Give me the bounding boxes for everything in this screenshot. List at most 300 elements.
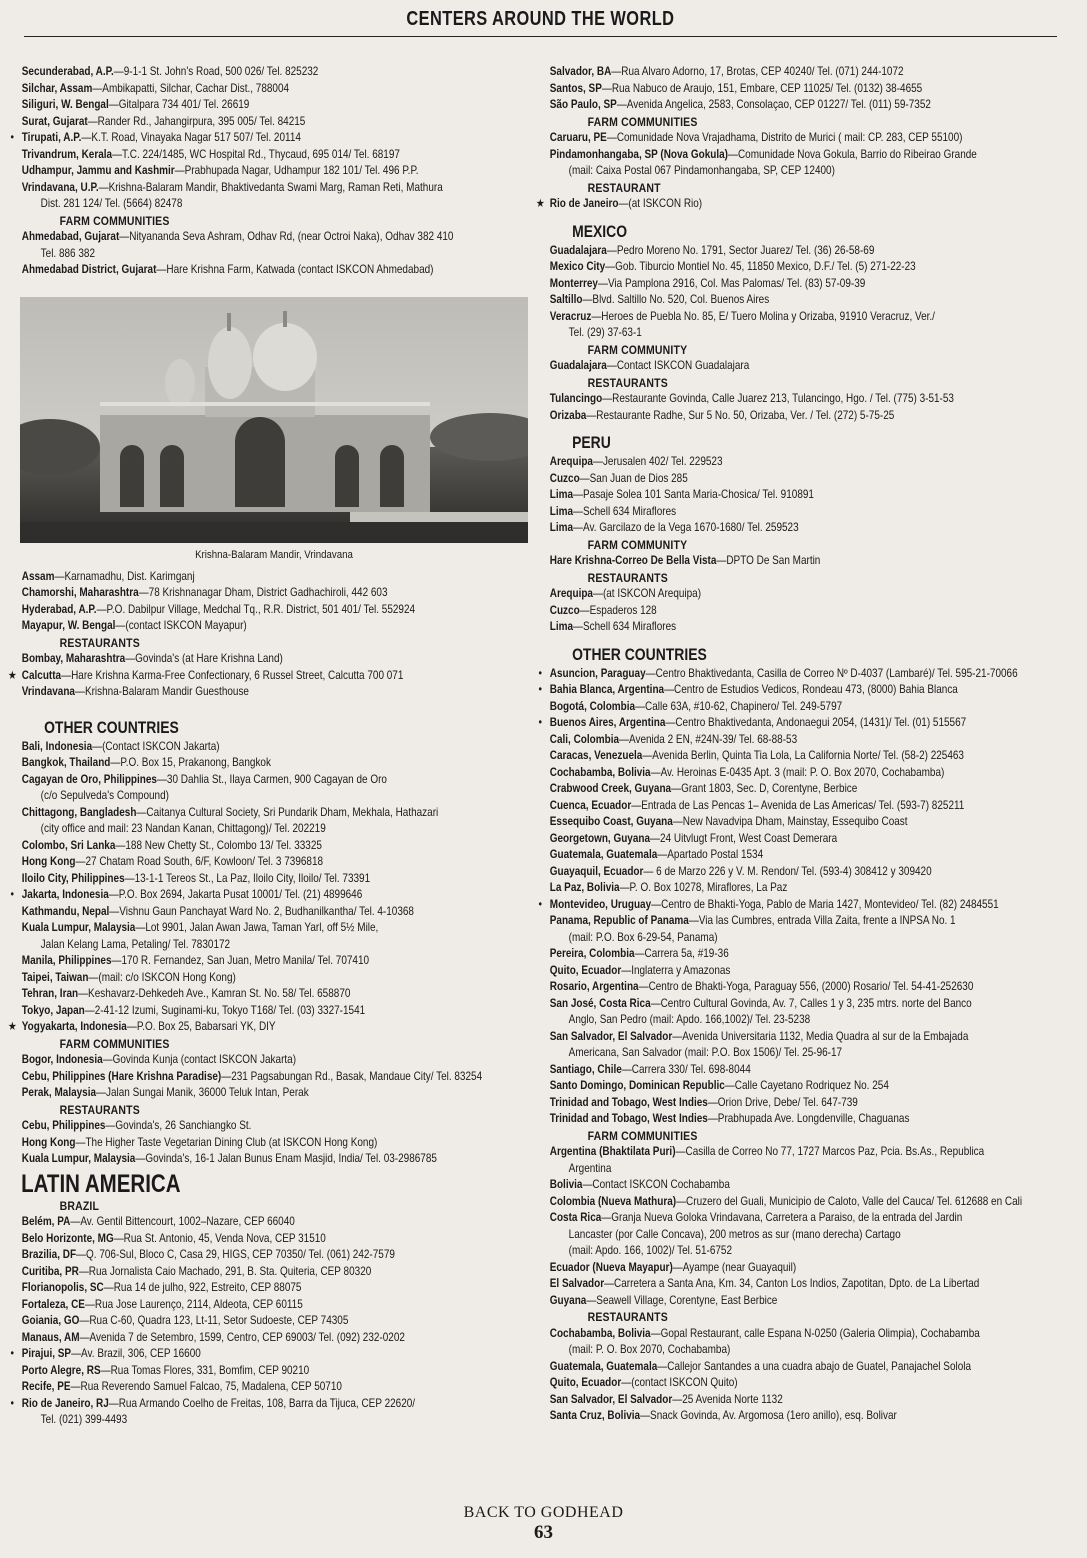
center-listing — [536, 880, 1087, 897]
center-listing — [536, 699, 1087, 716]
center-name: Panama, Republic of Panama — [549, 914, 689, 927]
center-name: Silchar, Assam — [21, 81, 93, 95]
center-name: Hyderabad, A.P. — [21, 602, 97, 616]
center-listing — [536, 963, 1087, 980]
center-name: Cali, Colombia — [549, 732, 620, 746]
subsection-heading: RESTAURANTS — [587, 570, 668, 585]
center-listing — [8, 838, 546, 855]
center-listing — [536, 309, 1087, 326]
center-name: Rio de Janeiro — [549, 197, 619, 210]
center-details: —Grant 1803, Sec. D, Corentyne, Berbice — [671, 782, 858, 795]
center-listing-continued: Anglo, San Pedro (mail: Apdo. 166,1002)/ Tel. 23-5238 — [568, 1013, 811, 1026]
center-name: Porto Alegre, RS — [21, 1363, 101, 1377]
center-listing-continued: Argentina — [568, 1161, 612, 1175]
center-listing — [536, 1144, 1087, 1161]
center-name: Montevideo, Uruguay — [549, 897, 652, 911]
center-name: La Paz, Bolivia — [549, 881, 620, 894]
center-type-marker: • — [10, 131, 15, 144]
subsection-heading: FARM COMMUNITY — [587, 342, 688, 357]
center-details: —Restaurante Radhe, Sur 5 No. 50, Orizaba, Ver. / Tel. (272) 5-75-25 — [586, 408, 895, 422]
center-listing — [536, 1194, 1087, 1211]
center-details: —(Contact ISKCON Jakarta) — [92, 739, 220, 753]
center-details: —P.O. Box 15, Prakanong, Bangkok — [110, 756, 271, 769]
center-listing — [8, 887, 546, 904]
country-heading: OTHER COUNTRIES — [572, 644, 707, 664]
center-listing — [8, 1313, 546, 1330]
subsection-heading: RESTAURANTS — [587, 1310, 668, 1324]
center-name: Iloilo City, Philippines — [21, 871, 125, 885]
subsection-heading: RESTAURANTS — [587, 375, 668, 390]
subsection-heading: FARM COMMUNITIES — [59, 213, 170, 228]
center-details: —Vishnu Gaun Panchayat Ward No. 2, Budhanilkantha/ Tel. 4-10368 — [109, 904, 414, 918]
center-name: São Paulo, SP — [549, 98, 617, 111]
center-listing — [8, 180, 546, 197]
center-listing — [8, 1118, 546, 1135]
center-listing — [8, 772, 546, 789]
center-listing — [536, 781, 1087, 798]
center-listing — [536, 1210, 1087, 1227]
center-listing — [536, 732, 1087, 749]
center-listing — [8, 668, 546, 685]
center-listing-continued: (c/o Sepulveda's Compound) — [40, 789, 169, 802]
center-name: Kuala Lumpur, Malaysia — [21, 921, 136, 934]
center-name: Tirupati, A.P. — [21, 131, 82, 144]
center-listing — [536, 1177, 1087, 1194]
center-details: —Comunidade Nova Vrajadhama, Distrito de Murici ( mail: CP. 283, CEP 55100) — [606, 131, 963, 144]
center-details: —Rua Reverendo Samuel Falcao, 75, Madalena, CEP 50710 — [70, 1380, 342, 1393]
center-details: —San Juan de Dios 285 — [579, 471, 688, 485]
center-details: —Prabhupada Nagar, Udhampur 182 101/ Tel. 496 P.P. — [174, 164, 419, 177]
center-details: —188 New Chetty St., Colombo 13/ Tel. 33325 — [115, 838, 322, 852]
center-listing-continued: (city office and mail: 23 Nandan Kanan, Chittagong)/ Tel. 202219 — [40, 822, 326, 835]
center-listing — [536, 1326, 1087, 1343]
center-details: —(at ISKCON Arequipa) — [592, 587, 702, 600]
center-details: —Karnamadhu, Dist. Karimganj — [54, 569, 195, 583]
temple-photo-block — [20, 297, 528, 563]
center-listing — [536, 1260, 1087, 1277]
center-listing — [536, 814, 1087, 831]
center-listing — [536, 1408, 1087, 1425]
center-listing — [8, 1003, 546, 1020]
center-details: —Restaurante Govinda, Calle Juarez 213, Tulancingo, Hgo. / Tel. (775) 3-51-53 — [602, 392, 954, 405]
center-listing-continued: Tel. (021) 399-4493 — [40, 1413, 128, 1426]
center-details: —Centro Bhaktivedanta, Casilla de Correo Nº D-4037 (Lambaré)/ Tel. 595-21-70066 — [645, 666, 1018, 680]
center-details: —DPTO De San Martin — [716, 554, 821, 567]
center-details: —Via Pamplona 2916, Col. Mas Palomas/ Tel. (83) 57-09-39 — [597, 276, 866, 290]
center-name: Trivandrum, Kerala — [21, 147, 113, 161]
country-heading: OTHER COUNTRIES — [44, 717, 179, 737]
center-name: Ecuador (Nueva Mayapur) — [549, 1260, 673, 1274]
center-listing — [8, 114, 546, 131]
center-name: San Salvador, El Salvador — [549, 1029, 673, 1043]
center-listing — [536, 1276, 1087, 1293]
center-listing — [536, 391, 1087, 408]
center-listing — [8, 1379, 546, 1396]
center-details: —25 Avenida Norte 1132 — [672, 1392, 783, 1406]
center-listing — [536, 979, 1087, 996]
center-details: —Ambikapatti, Silchar, Cachar Dist., 788004 — [92, 81, 290, 95]
center-listing — [8, 618, 546, 635]
center-listing — [536, 748, 1087, 765]
center-listing — [536, 1111, 1087, 1128]
center-listing — [536, 259, 1087, 276]
center-details: —24 Uitvlugt Front, West Coast Demerara — [650, 831, 838, 845]
center-details: —170 R. Fernandez, San Juan, Metro Manila/ Tel. 707410 — [111, 954, 370, 967]
center-listing — [536, 619, 1087, 636]
center-details: —Rua Nabuco de Araujo, 151, Embare, CEP 11025/ Tel. (0132) 38-4655 — [601, 81, 923, 95]
center-listing — [8, 1135, 546, 1152]
center-name: Kathmandu, Nepal — [21, 904, 110, 918]
center-name: Guyana — [549, 1293, 587, 1307]
center-details: —Rander Rd., Jahangirpura, 395 005/ Tel. 84215 — [87, 114, 306, 128]
center-details: —Centro de Bhakti-Yoga, Pablo de Maria 1427, Montevideo/ Tel. (82) 2484551 — [651, 897, 999, 911]
center-type-marker: • — [10, 1347, 15, 1360]
center-listing — [536, 1078, 1087, 1095]
center-details: —Govinda's, 26 Sanchiangko St. — [105, 1119, 252, 1132]
center-type-marker: • — [10, 888, 15, 901]
center-name: Cagayan de Oro, Philippines — [21, 772, 157, 786]
center-name: Cebu, Philippines (Hare Krishna Paradise) — [21, 1069, 222, 1083]
center-listing-continued: (mail: Apdo. 166, 1002)/ Tel. 51-6752 — [568, 1244, 733, 1257]
center-name: Pindamonhangaba, SP (Nova Gokula) — [549, 147, 728, 161]
center-name: Chamorshi, Maharashtra — [21, 586, 139, 599]
center-details: —New Navadvipa Dham, Mainstay, Essequibo Coast — [672, 815, 908, 828]
center-details: —Inglaterra y Amazonas — [621, 963, 731, 977]
center-listing — [8, 684, 546, 701]
center-name: Kuala Lumpur, Malaysia — [21, 1152, 136, 1165]
center-details: —Comunidade Nova Gokula, Barrio do Ribeirao Grande — [727, 147, 977, 161]
center-details: —Via las Cumbres, entrada Villa Zaita, frente a INPSA No. 1 — [688, 914, 956, 927]
center-details: —Centro Cultural Govinda, Av. 7, Calles 1 y 3, 235 mtrs. norte del Banco — [650, 996, 972, 1010]
center-name: San José, Costa Rica — [549, 996, 651, 1010]
center-name: Santa Cruz, Bolivia — [549, 1409, 641, 1422]
center-details: —Pedro Moreno No. 1791, Sector Juarez/ Tel. (36) 26-58-69 — [606, 243, 875, 257]
center-listing-continued: Tel. (29) 37-63-1 — [568, 326, 642, 339]
center-name: Guadalajara — [549, 359, 607, 372]
center-details: —Carretera a Santa Ana, Km. 34, Canton Los Indios, Zapotitan, Dpto. de La Libertad — [604, 1277, 980, 1290]
center-name: Surat, Gujarat — [21, 114, 88, 128]
center-details: —Avenida Universitaria 1132, Media Quadra al sur de la Embajada — [672, 1029, 969, 1043]
center-details: —Blvd. Saltillo No. 520, Col. Buenos Aires — [582, 293, 770, 306]
center-name: Ahmedabad, Gujarat — [21, 230, 120, 243]
center-name: Santiago, Chile — [549, 1062, 622, 1076]
center-details: —Apartado Postal 1534 — [657, 848, 764, 861]
center-listing — [8, 1069, 546, 1086]
center-details: —Centro Bhaktivedanta, Andonaegui 2054, (1431)/ Tel. (01) 515567 — [665, 716, 967, 729]
center-name: Tehran, Iran — [21, 987, 79, 1000]
center-name: Arequipa — [549, 587, 593, 600]
center-listing — [8, 1247, 546, 1264]
center-type-marker: • — [538, 666, 543, 680]
center-details: —Carrera 5a, #19-36 — [634, 947, 729, 960]
center-name: Secunderabad, A.P. — [21, 65, 114, 78]
center-listing — [536, 1293, 1087, 1310]
center-details: —Av. Garcilazo de la Vega 1670-1680/ Tel. 259523 — [573, 521, 799, 534]
center-name: Perak, Malaysia — [21, 1086, 97, 1099]
center-name: Cuzco — [549, 603, 580, 617]
center-details: —P.O. Box 25, Babarsari YK, DIY — [126, 1020, 276, 1033]
country-heading: PERU — [572, 433, 611, 452]
center-details: — 6 de Marzo 226 y V. M. Rendon/ Tel. (593-4) 308412 y 309420 — [643, 864, 932, 878]
center-details: —Cruzero del Guali, Municipio de Caloto, Valle del Cauca/ Tel. 612688 en Cali — [676, 1194, 1023, 1208]
center-details: —Govinda's, 16-1 Jalan Bunus Enam Masjid, India/ Tel. 03-2986785 — [135, 1152, 437, 1165]
center-listing-continued: Tel. 886 382 — [40, 246, 96, 260]
center-listing — [536, 897, 1087, 914]
center-name: Tulancingo — [549, 392, 603, 405]
center-name: Colombo, Sri Lanka — [21, 838, 116, 852]
center-listing — [8, 1052, 546, 1069]
center-listing — [536, 553, 1087, 570]
center-name: Orizaba — [549, 408, 587, 422]
center-listing — [536, 946, 1087, 963]
page-header — [24, 6, 1057, 37]
center-listing — [8, 904, 546, 921]
center-listing — [8, 1214, 546, 1231]
center-details: —27 Chatam Road South, 6/F, Kowloon/ Tel. 3 7396818 — [75, 855, 324, 868]
center-details: —Lot 9901, Jalan Awan Jawa, Taman Yarl, off 5½ Mile, — [135, 921, 379, 934]
center-details: —Avenida Angelica, 2583, Consolaçao, CEP 01227/ Tel. (011) 59-7352 — [616, 98, 931, 111]
center-listing — [536, 715, 1087, 732]
center-details: —Centro de Estudios Vedicos, Rondeau 473, (8000) Bahia Blanca — [664, 683, 958, 696]
center-details: —Centro de Bhakti-Yoga, Paraguay 556, (2000) Rosario/ Tel. 54-41-252630 — [638, 980, 974, 993]
center-listing — [8, 1231, 546, 1248]
center-name: Santo Domingo, Dominican Republic — [549, 1079, 725, 1092]
center-details: —Krishna-Balaram Mandir, Bhaktivedanta Swami Marg, Raman Reti, Mathura — [98, 180, 443, 194]
center-listing — [536, 520, 1087, 537]
center-details: —Pasaje Solea 101 Santa Maria-Chosica/ Tel. 910891 — [573, 488, 814, 501]
center-name: Trinidad and Tobago, West Indies — [549, 1095, 708, 1109]
center-listing-continued: Jalan Kelang Lama, Petaling/ Tel. 7830172 — [40, 937, 231, 951]
right-listings — [536, 64, 1081, 1425]
center-name: Bangkok, Thailand — [21, 756, 111, 769]
center-listing — [8, 970, 546, 987]
center-name: Manila, Philippines — [21, 954, 112, 967]
center-listing — [8, 1363, 546, 1380]
center-name: Bali, Indonesia — [21, 739, 93, 753]
center-details: —Rua Armando Coelho de Freitas, 108, Barra da Tijuca, CEP 22620/ — [108, 1396, 416, 1410]
center-details: —Contact ISKCON Guadalajara — [606, 359, 750, 372]
center-listing — [8, 920, 546, 937]
center-listing — [536, 487, 1087, 504]
center-listing — [536, 1359, 1087, 1376]
center-details: —Casilla de Correo No 77, 1727 Marcos Paz, Pcia. Bs.As., Republica — [675, 1145, 985, 1158]
center-details: —Govinda Kunja (contact ISKCON Jakarta) — [102, 1053, 297, 1066]
center-name: Lima — [549, 488, 574, 501]
center-listing — [536, 196, 1087, 213]
center-name: Calcutta — [21, 668, 62, 682]
center-listing — [8, 1151, 546, 1168]
center-listing — [8, 1396, 546, 1413]
center-listing — [536, 1375, 1087, 1392]
center-name: Vrindavana, U.P. — [21, 180, 99, 194]
center-listing — [536, 913, 1087, 930]
center-name: Cochabamba, Bolivia — [549, 765, 651, 779]
center-listing — [536, 666, 1087, 683]
center-listing — [536, 1029, 1087, 1046]
center-listing — [536, 358, 1087, 375]
center-details: —Av. Heroinas E-0435 Apt. 3 (mail: P. O. Box 2070, Cochabamba) — [650, 765, 945, 779]
center-listing — [536, 586, 1087, 603]
center-listing — [536, 292, 1087, 309]
center-details: —Govinda's (at Hare Krishna Land) — [125, 652, 283, 665]
center-details: —9-1-1 St. John's Road, 500 026/ Tel. 825232 — [113, 65, 319, 78]
center-listing — [536, 1062, 1087, 1079]
spacer — [8, 701, 533, 709]
center-name: Hong Kong — [21, 855, 76, 868]
center-name: San Salvador, El Salvador — [549, 1392, 673, 1406]
center-listing — [536, 130, 1087, 147]
region-heading: LATIN AMERICA — [21, 1169, 181, 1198]
center-name: Bogor, Indonesia — [21, 1053, 103, 1066]
center-details: —Jalan Sungai Manik, 36000 Teluk Intan, Perak — [96, 1086, 309, 1099]
center-listing — [536, 454, 1087, 471]
page-footer — [0, 1504, 1087, 1544]
center-details: —Keshavarz-Dehkedeh Ave., Kamran St. No. 58/ Tel. 658870 — [78, 987, 351, 1000]
center-listing — [536, 81, 1087, 98]
center-listing — [8, 1297, 546, 1314]
center-details: —Espaderos 128 — [579, 603, 657, 617]
center-name: Santos, SP — [549, 81, 602, 95]
center-listing — [8, 229, 546, 246]
center-listing — [8, 1330, 546, 1347]
country-heading: MEXICO — [572, 221, 628, 241]
center-details: —P.O. Dabilpur Village, Medchal Tq., R.R. District, 501 401/ Tel. 552924 — [96, 602, 416, 616]
left-top-listings — [8, 64, 533, 279]
center-details: —Avenida Berlin, Quinta Tia Lola, La California Norte/ Tel. (58-2) 225463 — [642, 749, 964, 762]
center-type-marker: • — [10, 1396, 15, 1410]
center-details: —Rua Jose Laurenço, 2114, Aldeota, CEP 60115 — [84, 1297, 303, 1311]
center-details: —Seawell Village, Corentyne, East Berbice — [586, 1293, 778, 1307]
center-listing — [8, 871, 546, 888]
center-listing — [8, 953, 546, 970]
page-title: CENTERS AROUND THE WORLD — [406, 8, 675, 30]
center-details: —Q. 706-Sul, Bloco C, Casa 29, HIGS, CEP 70350/ Tel. (061) 242-7579 — [76, 1248, 395, 1261]
center-type-marker: ★ — [7, 1020, 17, 1033]
center-listing-continued: (mail: P. O. Box 2070, Cochabamba) — [568, 1343, 731, 1356]
center-details: —Callejor Santandes a una cuadra abajo de Guatel, Panajachel Solola — [657, 1359, 972, 1373]
center-listing — [536, 1095, 1087, 1112]
center-name: Cuzco — [549, 471, 580, 485]
center-name: Siliguri, W. Bengal — [21, 98, 109, 111]
center-details: —Heroes de Puebla No. 85, E/ Tuero Molina y Orizaba, 91910 Veracruz, Ver./ — [591, 309, 935, 323]
center-name: Cochabamba, Bolivia — [549, 1326, 651, 1340]
subsection-heading: FARM COMMUNITIES — [587, 1128, 698, 1143]
center-listing — [536, 276, 1087, 293]
left-bottom-listings — [8, 569, 533, 1429]
center-listing-continued: Dist. 281 124/ Tel. (5664) 82478 — [40, 197, 183, 210]
center-listing — [536, 504, 1087, 521]
center-name: Lima — [549, 504, 574, 518]
center-details: —Calle 63A, #10-62, Chapinero/ Tel. 249-5797 — [635, 699, 843, 713]
center-details: —Jerusalen 402/ Tel. 229523 — [592, 455, 723, 468]
center-name: Recife, PE — [21, 1380, 71, 1393]
center-details: —Entrada de Las Pencas 1– Avenida de Las Americas/ Tel. (593-7) 825211 — [631, 798, 965, 812]
center-details: —Rua Alvaro Adorno, 17, Brotas, CEP 40240/ Tel. (071) 244-1072 — [611, 65, 904, 78]
center-name: Chittagong, Bangladesh — [21, 805, 137, 819]
center-name: Curitiba, PR — [21, 1264, 79, 1278]
center-details: —78 Krishnanagar Dham, District Gadhachiroli, 442 603 — [138, 586, 388, 599]
center-details: —Rua C-60, Quadra 123, Lt-11, Setor Sudoeste, CEP 74305 — [79, 1314, 349, 1327]
center-details: —Carrera 330/ Tel. 698-8044 — [621, 1062, 751, 1076]
center-name: El Salvador — [549, 1277, 605, 1290]
subsection-heading: RESTAURANTS — [59, 1102, 140, 1117]
center-listing — [8, 1019, 546, 1036]
center-name: Mayapur, W. Bengal — [21, 619, 116, 632]
subsection-heading: FARM COMMUNITIES — [587, 114, 698, 129]
center-name: Arequipa — [549, 455, 593, 468]
center-listing — [8, 130, 546, 147]
center-listing — [8, 651, 546, 668]
center-name: Essequibo Coast, Guyana — [549, 815, 673, 828]
center-details: —Granja Nueva Goloka Vrindavana, Carretera a Paraiso, de la entrada del Jardin — [601, 1211, 963, 1224]
center-name: Hong Kong — [21, 1135, 76, 1149]
center-name: Bogotá, Colombia — [549, 699, 636, 713]
center-details: —Ayampe (near Guayaquil) — [672, 1260, 797, 1274]
center-name: Bahia Blanca, Argentina — [549, 683, 665, 696]
center-listing — [536, 682, 1087, 699]
center-listing — [536, 408, 1087, 425]
center-details: —13-1-1 Tereos St., La Paz, Iloilo City, Iloilo/ Tel. 73391 — [124, 871, 371, 885]
page-number: 63 — [534, 1522, 553, 1543]
center-name: Lima — [549, 620, 574, 633]
center-listing — [536, 1392, 1087, 1409]
center-details: —Rua 14 de julho, 922, Estreito, CEP 88075 — [103, 1281, 302, 1294]
center-details: —K.T. Road, Vinayaka Nagar 517 507/ Tel. 20114 — [81, 131, 301, 144]
center-listing — [536, 64, 1087, 81]
center-details: —Schell 634 Miraflores — [573, 620, 677, 633]
temple-photo — [20, 297, 528, 543]
center-name: Vrindavana — [21, 685, 75, 698]
subsection-heading: FARM COMMUNITY — [587, 537, 688, 552]
center-details: —Hare Krishna Farm, Katwada (contact ISKCON Ahmedabad) — [156, 263, 434, 276]
center-listing — [8, 262, 546, 279]
center-name: Salvador, BA — [549, 65, 612, 78]
subsection-heading: RESTAURANTS — [59, 635, 140, 650]
center-name: Crabwood Creek, Guyana — [549, 782, 672, 795]
center-name: Assam — [21, 569, 55, 583]
center-listing-continued: Americana, San Salvador (mail: P.O. Box 1506)/ Tel. 25-96-17 — [568, 1046, 843, 1059]
center-listing — [8, 1085, 546, 1102]
center-name: Belém, PA — [21, 1215, 71, 1228]
center-listing-continued: (mail: Caixa Postal 067 Pindamonhangaba, SP, CEP 12400) — [568, 164, 835, 177]
center-details: —Avenida 2 EN, #24N-39/ Tel. 68-88-53 — [619, 732, 798, 746]
center-listing — [536, 864, 1087, 881]
center-details: —Snack Govinda, Av. Argomosa (1ero anillo), esq. Bolivar — [640, 1409, 897, 1422]
center-listing — [536, 97, 1087, 114]
center-name: Belo Horizonte, MG — [21, 1231, 114, 1245]
center-listing — [8, 81, 546, 98]
center-details: —Calle Cayetano Rodriquez No. 254 — [724, 1079, 889, 1092]
center-listing — [8, 569, 546, 586]
center-listing — [8, 739, 546, 756]
center-details: —30 Dahlia St., Ilaya Carmen, 900 Cagayan de Oro — [156, 772, 387, 786]
magazine-name: BACK TO GODHEAD — [463, 1504, 624, 1521]
center-type-marker: • — [538, 716, 543, 729]
center-listing — [8, 97, 546, 114]
center-name: Rosario, Argentina — [549, 980, 639, 993]
center-listing — [8, 1280, 546, 1297]
center-details: —(at ISKCON Rio) — [618, 197, 703, 210]
center-listing — [8, 163, 546, 180]
center-name: Pereira, Colombia — [549, 947, 635, 960]
center-details: —Avenida 7 de Setembro, 1599, Centro, CEP 69003/ Tel. (092) 232-0202 — [79, 1330, 405, 1344]
center-listing — [536, 996, 1087, 1013]
center-listing — [8, 755, 546, 772]
center-name: Colombia (Nueva Mathura) — [549, 1194, 677, 1208]
center-name: Fortaleza, CE — [21, 1297, 85, 1311]
center-listing — [8, 147, 546, 164]
center-details: —Gopal Restaurant, calle Espana N-0250 (Galeria Olimpia), Cochabamba — [650, 1326, 980, 1340]
